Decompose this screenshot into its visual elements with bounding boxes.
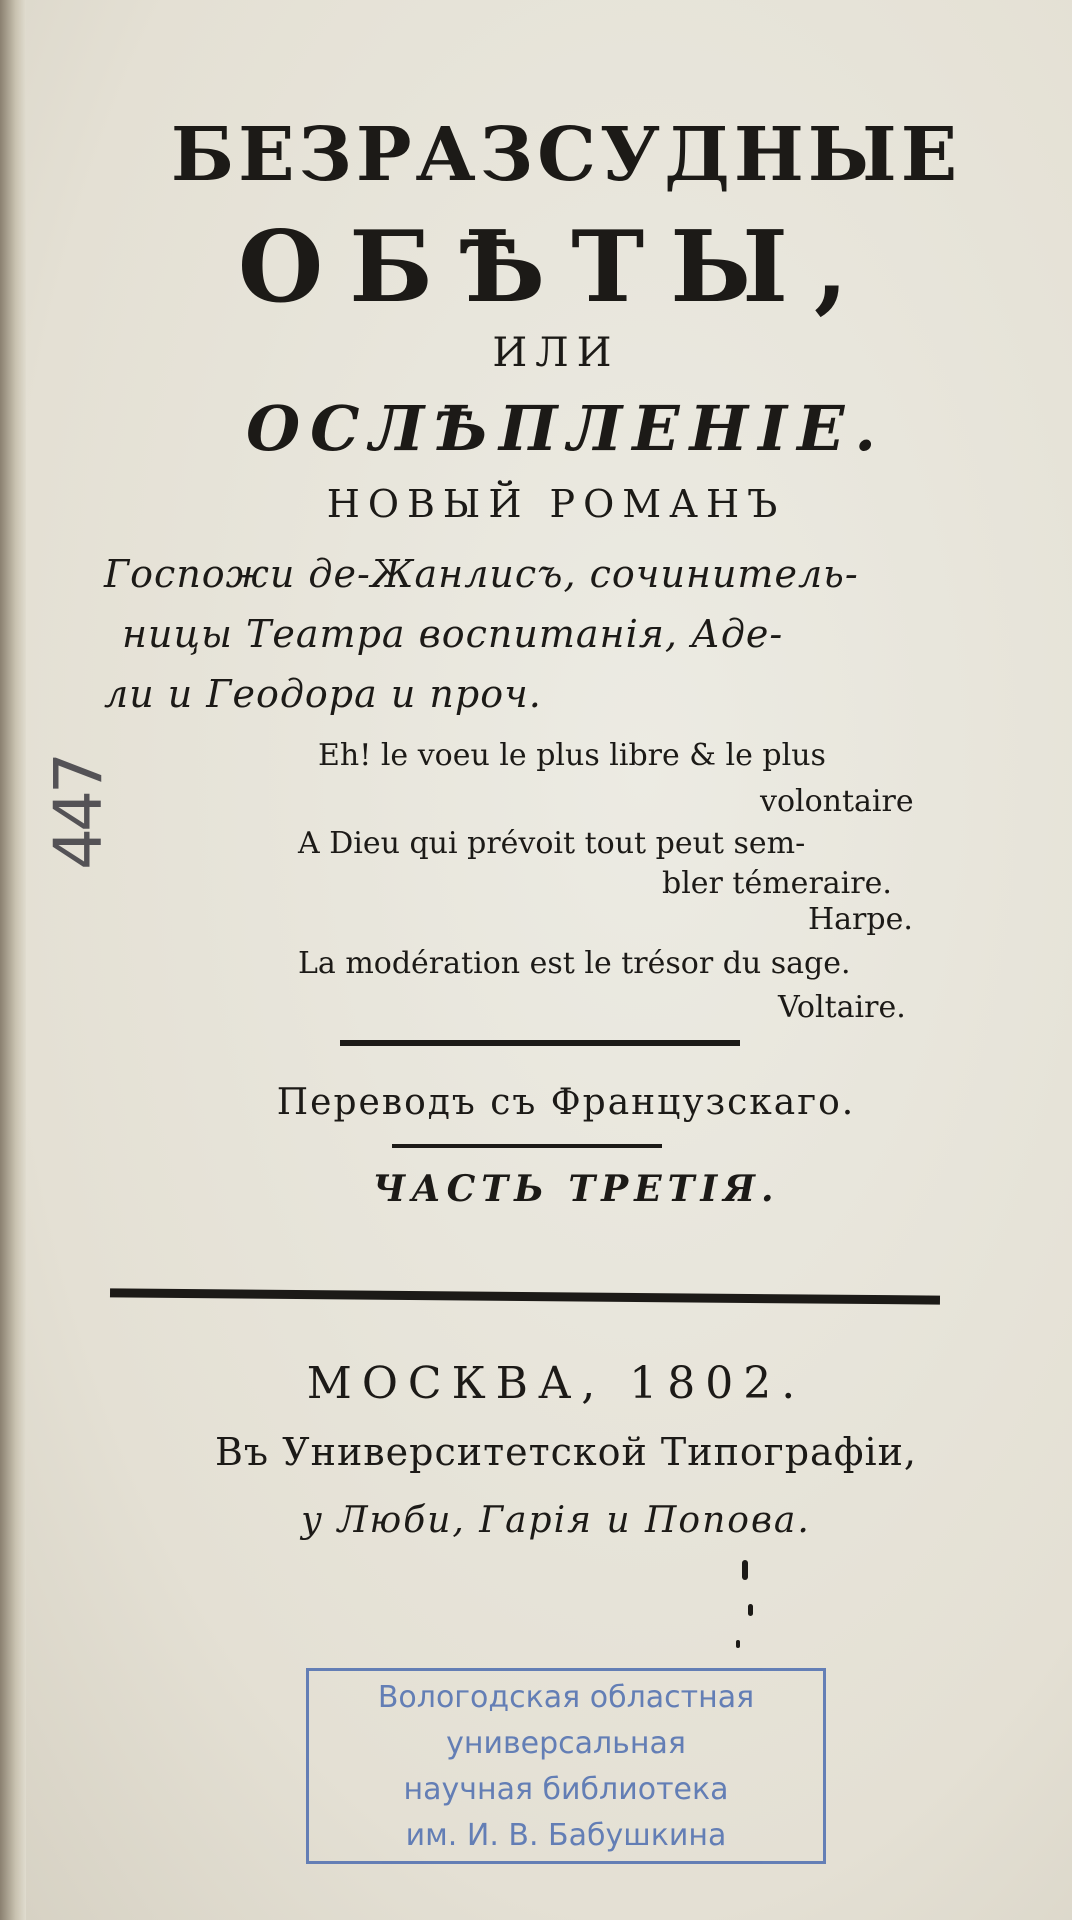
ink-mark	[736, 1640, 740, 1648]
epigraph-line-5: La modération est le trésor du sage.	[298, 946, 851, 981]
rule-short-2	[392, 1144, 662, 1148]
ink-mark	[748, 1604, 753, 1616]
stamp-line-1: Вологодская областная	[377, 1680, 755, 1715]
epigraph-attribution-1: Harpe.	[808, 902, 913, 937]
imprint-printers: у Люби, Гарія и Попова.	[301, 1500, 811, 1541]
library-stamp	[306, 1668, 826, 1864]
epigraph-attribution-2: Voltaire.	[778, 990, 906, 1025]
epigraph-line-2: volontaire	[760, 784, 914, 819]
epigraph-line-4: bler témeraire.	[662, 866, 892, 901]
epigraph-line-1: Eh! le voeu le plus libre & le plus	[318, 738, 826, 773]
stamp-line-4: им. И. В. Бабушкина	[405, 1818, 727, 1853]
stamp-line-2: универсальная	[446, 1726, 686, 1761]
title-line-2: ОБѢТЫ,	[237, 210, 875, 325]
translation-note: Переводъ съ Французскаго.	[276, 1082, 856, 1123]
part-number: ЧАСТЬ ТРЕТІЯ.	[372, 1168, 780, 1210]
author-line-3: ли и Геодора и проч.	[104, 672, 542, 716]
author-line-2: ницы Театра воспитанія, Аде-	[122, 612, 784, 656]
handwritten-shelfmark: 447	[40, 756, 117, 870]
rule-long	[110, 1288, 940, 1304]
subtitle: НОВЫЙ РОМАНЪ	[326, 482, 786, 526]
title-line-3: ОСЛѢПЛЕНІЕ.	[246, 392, 886, 465]
stamp-line-3: научная библиотека	[403, 1772, 729, 1807]
author-line-1: Госпожи де-Жанлисъ, сочинитель-	[104, 552, 859, 596]
rule-short-1	[340, 1040, 740, 1046]
epigraph-line-3: A Dieu qui prévoit tout peut sem-	[298, 826, 806, 861]
title-connector: ИЛИ	[492, 330, 620, 376]
ink-mark	[742, 1560, 748, 1580]
title-line-1: БЕЗРАЗСУДНЫЕ	[170, 112, 962, 198]
imprint-city-year: МОСКВА, 1802.	[306, 1358, 806, 1409]
imprint-press: Въ Университетской Типографіи,	[214, 1430, 918, 1474]
